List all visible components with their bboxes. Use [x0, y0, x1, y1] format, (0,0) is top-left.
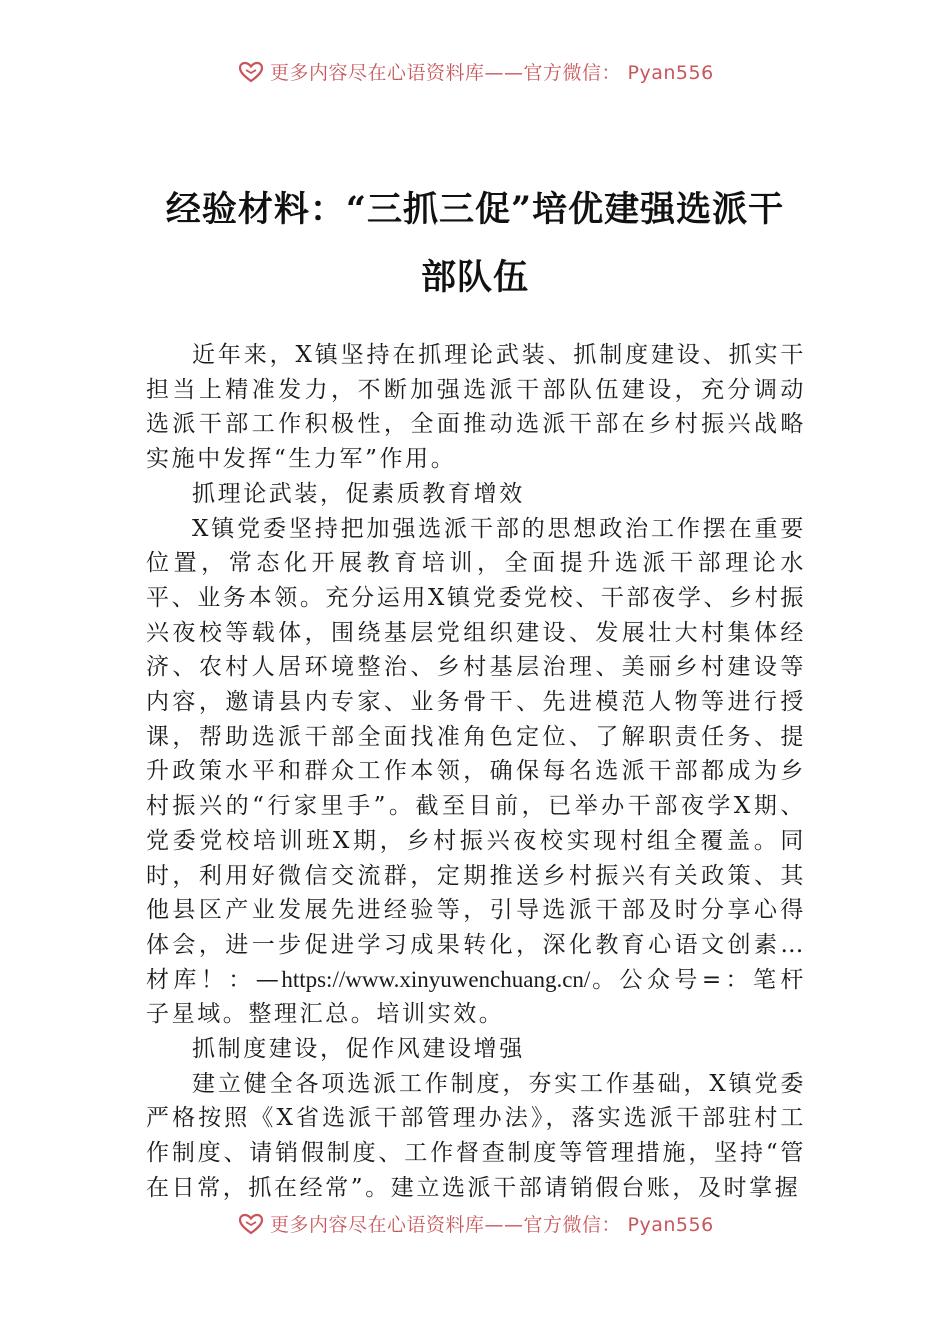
section-2-paragraph: 建立健全各项选派工作制度，夯实工作基础，X镇党委严格按照《X省选派干部管理办法》，落实选派干部驻村工作制度、请销假制度、工作督查制度等管理措施，坚持“管在日常，抓在经常”。建立选派干部请销假台账，及时掌握: [146, 1070, 806, 1201]
source-url-text: https://www.xinyuwenchuang.cn/: [281, 966, 591, 992]
section-1-text-part-2: 。公众号=：笔杆子星域。整理汇总。培训实效。: [146, 966, 807, 1028]
intro-paragraph: 近年来，X镇坚持在抓理论武装、抓制度建设、抓实干担当上精准发力，不断加强选派干部队伍建设，充分调动选派干部工作积极性，全面推动选派干部在乡村振兴战略实施中发挥“生力军”作用。: [146, 342, 806, 473]
watermark-text: 更多内容尽在心语资料库——官方微信： Pyan556: [270, 62, 714, 84]
section-1-paragraph: [146, 512, 806, 1033]
section-2-heading: 抓制度建设，促作风建设增强: [192, 1036, 525, 1063]
heart-book-logo-icon: [238, 61, 264, 83]
title-line-1: 经验材料：“三抓三促”培优建强选派干: [165, 189, 785, 230]
watermark-header: [0, 58, 950, 86]
document-body: [146, 338, 806, 1206]
watermark-footer: [0, 1210, 950, 1238]
document-title: [120, 176, 830, 312]
title-line-2: 部队伍: [420, 257, 529, 298]
watermark-text: 更多内容尽在心语资料库——官方微信： Pyan556: [270, 1214, 714, 1236]
heart-book-logo-icon: [238, 1213, 264, 1235]
section-1-heading: 抓理论武装，促素质教育增效: [192, 480, 525, 507]
section-1-text-part-1: X镇党委坚持把加强选派干部的思想政治工作摆在重要位置，常态化开展教育培训，全面提升选派干部理论水平、业务本领。充分运用X镇党委党校、干部夜学、乡村振兴夜校等载体，围绕基层党组织建设、发展壮大村集体经济、农村人居环境整治、乡村基层治理、美丽乡村建设等内容，邀请县内专家、业务骨干、先进模范人物等进行授课，帮助选派干部全面找准角色定位、了解职责任务、提升政策水平和群众工作本领，确保每名选派干部都成为乡村振兴的“行家里手”。截至目前，已举办干部夜学X期、党委党校培训班X期，乡村振兴夜校实现村组全覆盖。同时，利用好微信交流群，定期推送乡村振兴有关政策、其他县区产业发展先进经验等，引导选派干部及时分享心得体会，进一步促进学习成果转化，深化教育心语文创素…材库！：—: [146, 515, 806, 993]
